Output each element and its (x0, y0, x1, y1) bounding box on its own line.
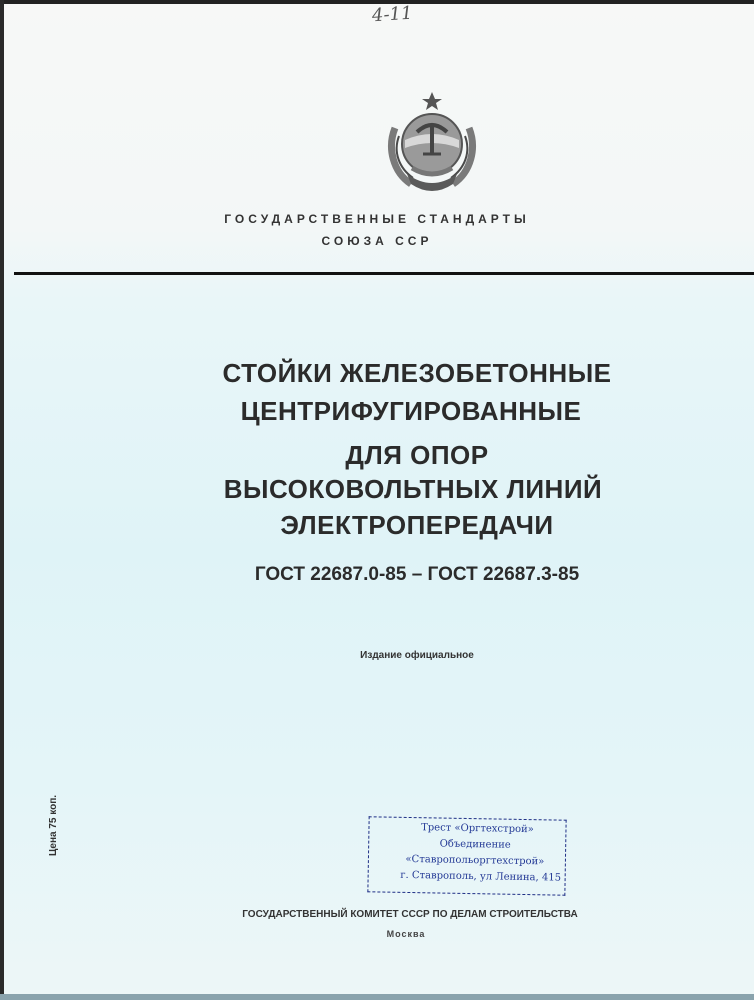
stamp-line-4: г. Ставрополь, ул Ленина, 415 (400, 869, 562, 884)
title-line-4: ВЫСОКОВОЛЬТНЫХ ЛИНИЙ (223, 474, 603, 504)
publisher: ГОСУДАРСТВЕННЫЙ КОМИТЕТ СССР ПО ДЕЛАМ СТРОИТЕЛЬСТВА (242, 909, 578, 920)
ussr-emblem-icon (377, 88, 487, 200)
scan-edge-bottom (0, 994, 754, 1000)
title-line-5: ЭЛЕКТРОПЕРЕДАЧИ (280, 510, 554, 540)
publication-city: Москва (386, 929, 426, 939)
title-line-3: ДЛЯ ОПОР (345, 440, 489, 470)
edition-label: Издание официальное (360, 650, 474, 661)
stamp-line-2: Объединение (439, 838, 511, 851)
series-title-line-2: СОЮЗА ССР (321, 234, 433, 248)
scan-edge-left (0, 0, 4, 1000)
standard-range: ГОСТ 22687.0-85 – ГОСТ 22687.3-85 (254, 564, 580, 585)
organization-stamp (367, 816, 566, 895)
title-line-2: ЦЕНТРИФУГИРОВАННЫЕ (240, 396, 582, 426)
handwritten-note: 4-11 (371, 2, 414, 27)
scan-edge-top (0, 0, 754, 4)
stamp-line-3: «Ставропольоргтехстрой» (405, 853, 545, 868)
series-title-line-1: ГОСУДАРСТВЕННЫЕ СТАНДАРТЫ (224, 212, 530, 226)
price-label: Цена 75 коп. (48, 794, 59, 856)
header-rule (14, 272, 754, 275)
stamp-line-1: Трест «Оргтехстрой» (421, 822, 534, 836)
title-line-1: СТОЙКИ ЖЕЛЕЗОБЕТОННЫЕ (222, 358, 612, 388)
